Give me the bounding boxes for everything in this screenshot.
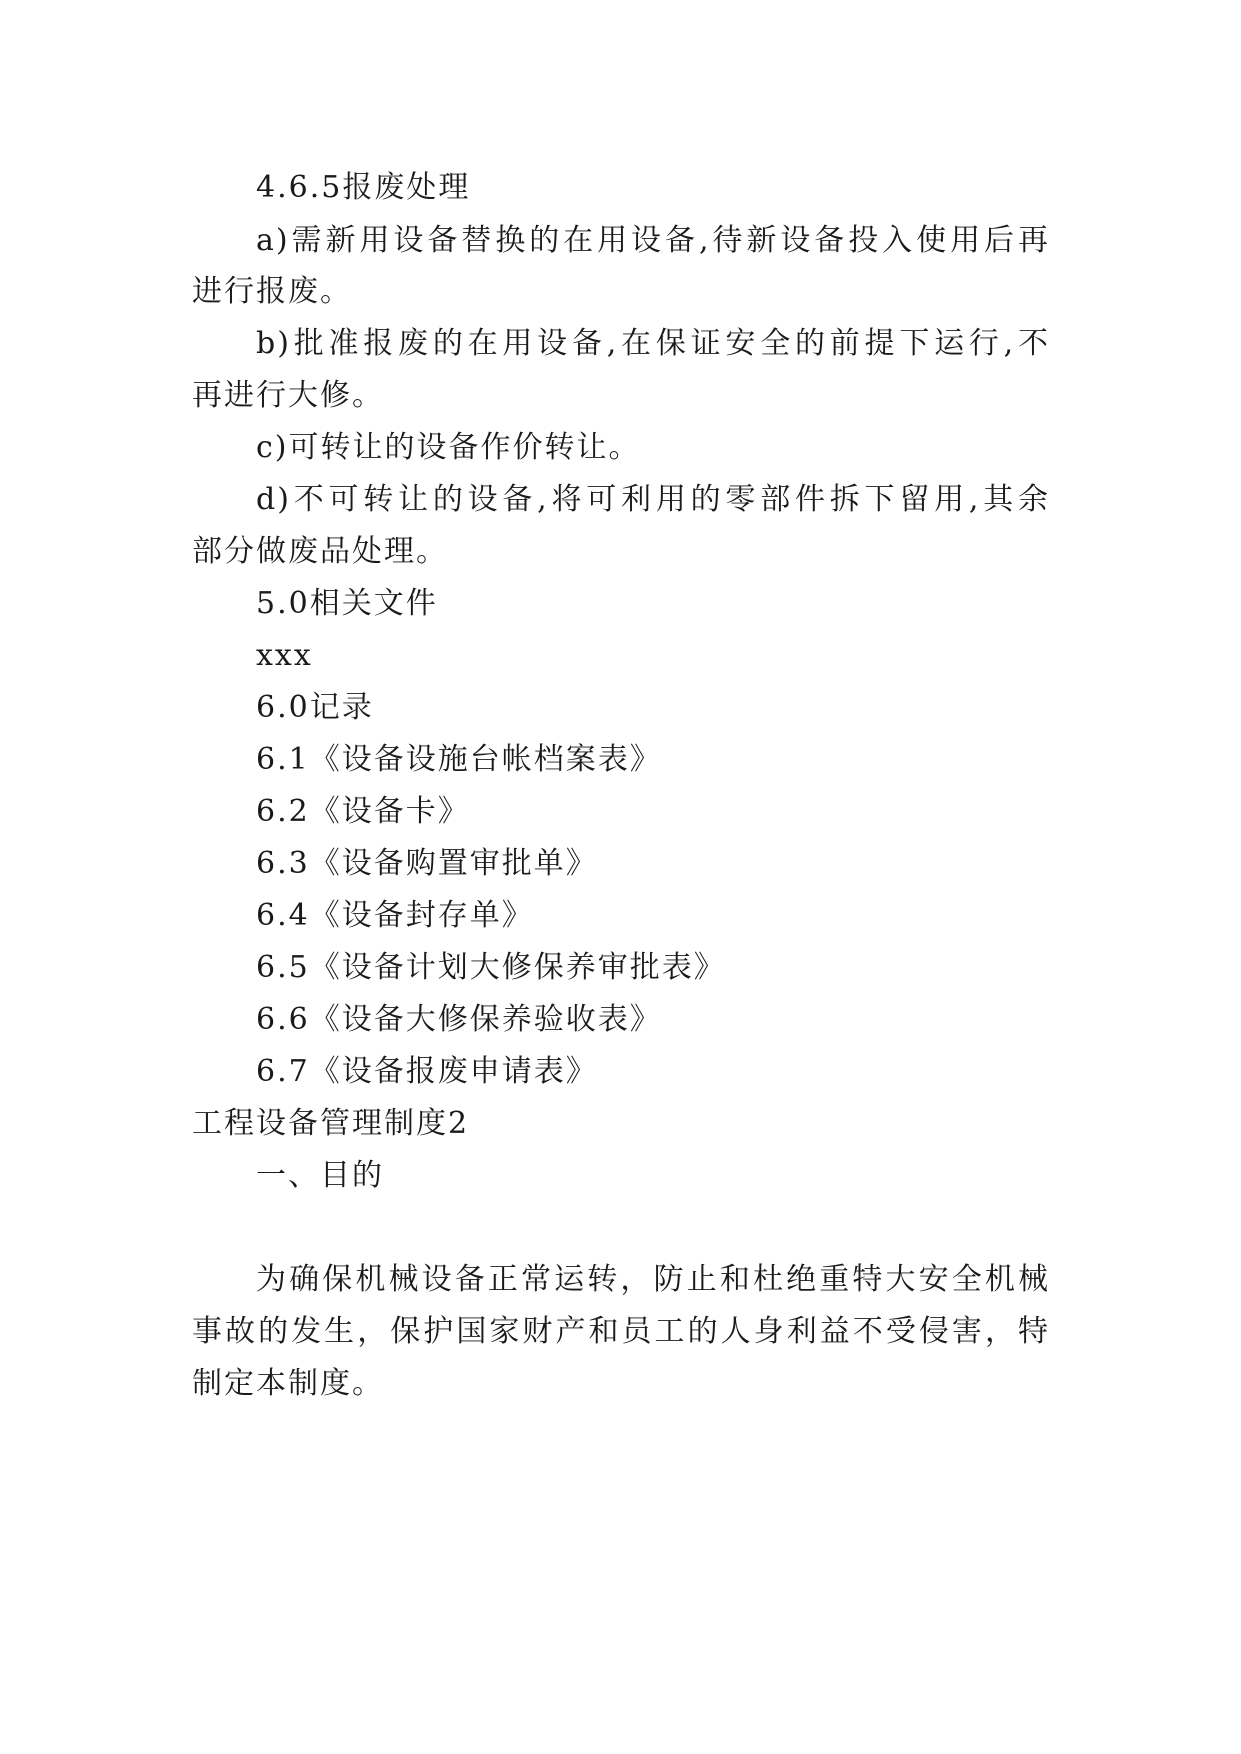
paragraph-line: a)需新用设备替换的在用设备,待新设备投入使用后再	[256, 223, 1050, 258]
paragraph-line: 进行报废。	[192, 274, 352, 309]
section-heading-4-6-5: 4.6.5报废处理	[256, 170, 471, 205]
record-item: 6.6《设备大修保养验收表》	[256, 1002, 662, 1037]
section-heading-6-0: 6.0记录	[256, 690, 374, 725]
paragraph-line: c)可转让的设备作价转让。	[256, 430, 641, 465]
record-item: 6.2《设备卡》	[256, 794, 470, 829]
record-item: 6.7《设备报废申请表》	[256, 1054, 598, 1089]
paragraph-line: 制定本制度。	[192, 1366, 384, 1401]
paragraph-line: d)不可转让的设备,将可利用的零部件拆下留用,其余	[256, 482, 1050, 517]
paragraph-line: xxx	[256, 638, 313, 673]
record-item: 6.4《设备封存单》	[256, 898, 534, 933]
paragraph-line: 为确保机械设备正常运转，防止和杜绝重特大安全机械	[256, 1262, 1050, 1297]
paragraph-line: b)批准报废的在用设备,在保证安全的前提下运行,不	[256, 326, 1050, 361]
section-heading-purpose: 一、目的	[256, 1158, 384, 1193]
paragraph-line: 部分做废品处理。	[192, 534, 448, 569]
document-title: 工程设备管理制度2	[192, 1106, 470, 1141]
record-item: 6.1《设备设施台帐档案表》	[256, 742, 662, 777]
record-item: 6.3《设备购置审批单》	[256, 846, 598, 881]
section-heading-5-0: 5.0相关文件	[256, 586, 438, 621]
paragraph-line: 事故的发生，保护国家财产和员工的人身利益不受侵害，特	[192, 1314, 1050, 1349]
record-item: 6.5《设备计划大修保养审批表》	[256, 950, 726, 985]
paragraph-line: 再进行大修。	[192, 378, 384, 413]
